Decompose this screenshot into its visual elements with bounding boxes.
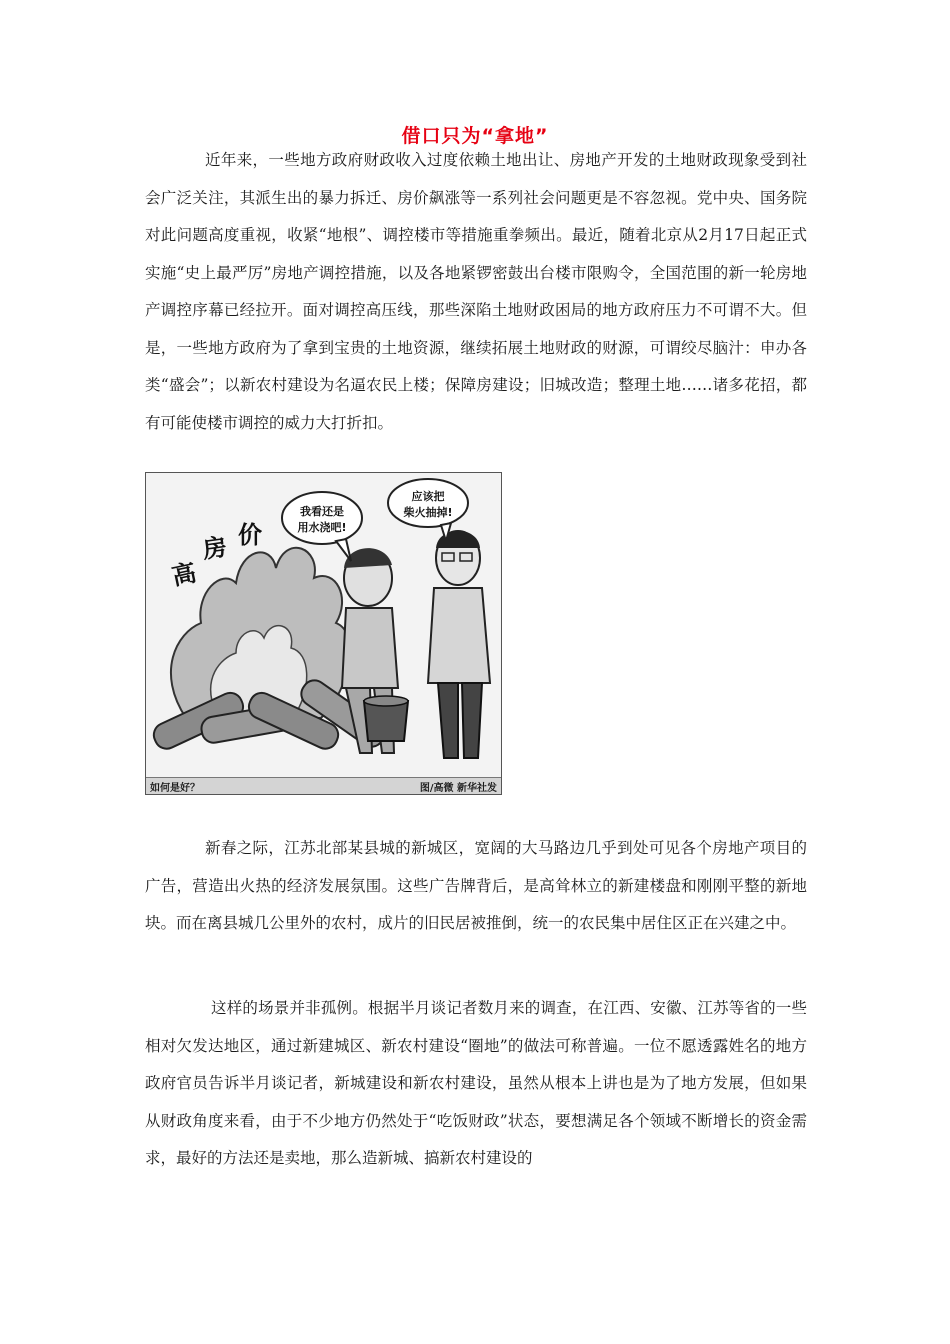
cartoon-caption: 如何是好？ (150, 783, 200, 794)
fire-label-char-3: 价 (238, 521, 262, 549)
paragraph-2: 新春之际，江苏北部某县城的新城区，宽阔的大马路边几乎到处可见各个房地产项目的广告，营造出火热的经济发展氛围。这些广告牌背后，是高耸林立的新建楼盘和刚刚平整的新地块。而在离县城几公里外的农村，成片的旧民居被推倒，统一的农民集中居住区正在兴建之中。 (145, 839, 807, 932)
man-thinking (428, 531, 490, 758)
cartoon-caption-bar (146, 777, 501, 794)
water-bucket (364, 701, 408, 741)
speech-bubble-left (282, 492, 362, 544)
article-title: 借口只为“拿地” (401, 125, 549, 147)
paragraph-1: 近年来，一些地方政府财政收入过度依赖土地出让、房地产开发的土地财政现象受到社会广泛关注，其派生出的暴力拆迁、房价飙涨等一系列社会问题更是不容忽视。党中央、国务院对此问题高度重视，收紧“地根”、调控楼市等措施重拳频出。最近，随着北京从2月17日起正式实施“史上最严厉”房地产调控措施，以及各地紧锣密鼓出台楼市限购令，全国范围的新一轮房地产调控序幕已经拉开。面对调控高压线，那些深陷土地财政困局的地方政府压力不可谓不大。但是，一些地方政府为了拿到宝贵的土地资源，继续拓展土地财政的财源，可谓绞尽脑汁：申办各类“盛会”；以新农村建设为名逼农民上楼；保障房建设；旧城改造；整理土地……诸多花招，都有可能使楼市调控的威力大打折扣。 (145, 151, 807, 432)
cartoon-illustration (145, 472, 502, 795)
bubble-left-line-2: 用水浇吧! (297, 521, 347, 534)
cartoon-drawing (146, 473, 502, 780)
fire-label-char-1: 高 (169, 558, 199, 591)
paragraph-3: 这样的场景并非孤例。根据半月谈记者数月来的调查，在江西、安徽、江苏等省的一些相对欠发达地区，通过新建城区、新农村建设“圈地”的做法可称普遍。一位不愿透露姓名的地方政府官员告诉半月谈记者，新城建设和新农村建设，虽然从根本上讲也是为了地方发展，但如果从财政角度来看，由于不少地方仍然处于“吃饭财政”状态，要想满足各个领域不断增长的资金需求，最好的方法还是卖地，那么造新城、搞新农村建设的 (145, 999, 807, 1167)
fire-label-char-2: 房 (200, 532, 229, 564)
bubble-right-line-2: 柴火抽掉! (403, 506, 453, 519)
cartoon-credit: 图/高微 新华社发 (419, 783, 497, 794)
bubble-left-line-1: 我看还是 (300, 505, 344, 518)
speech-bubble-right (388, 479, 468, 527)
bubble-right-line-1: 应该把 (411, 490, 445, 503)
